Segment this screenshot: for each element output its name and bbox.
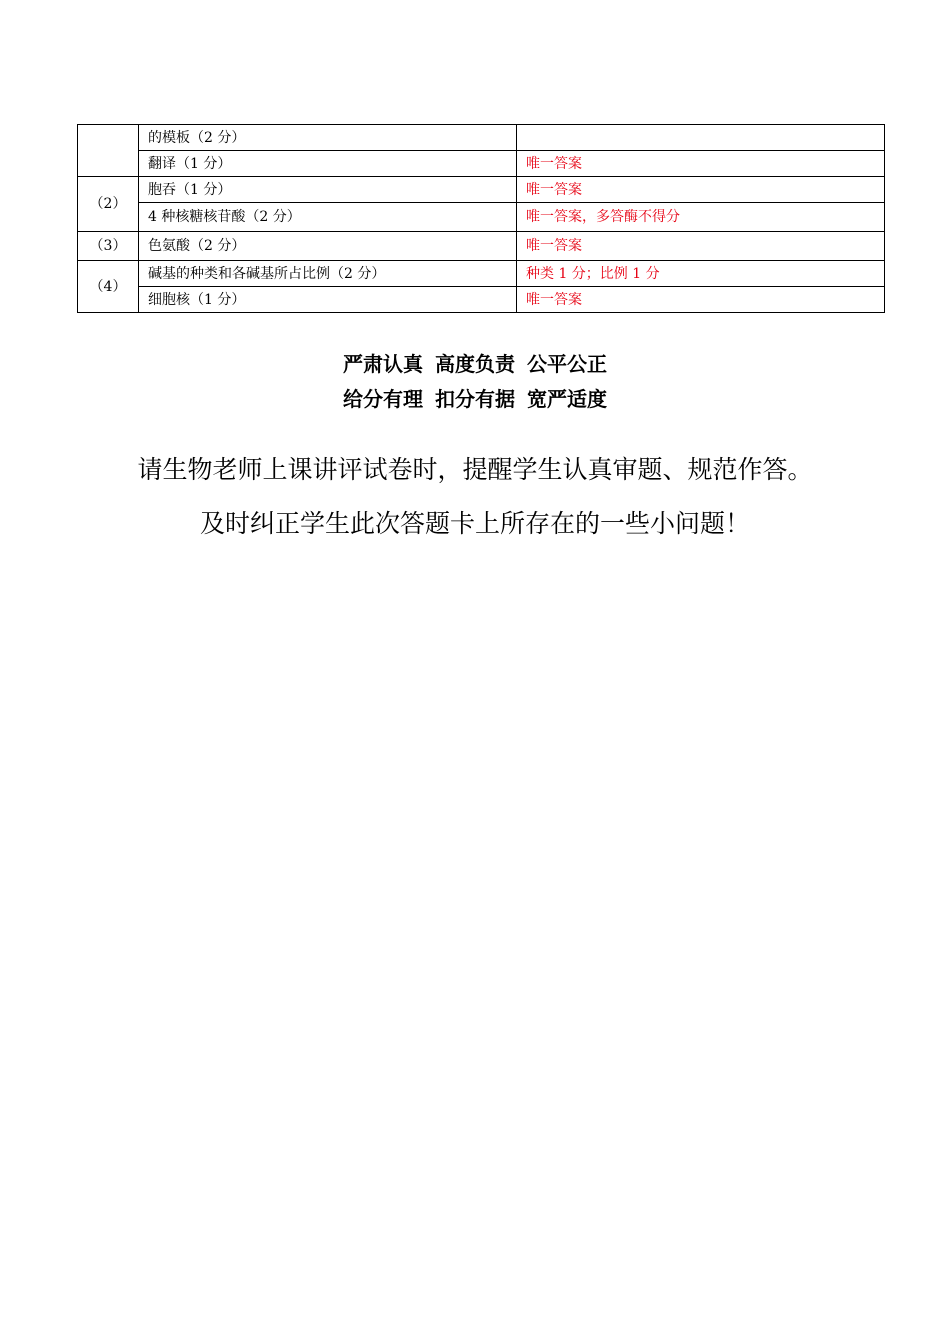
question-cell: （4） (78, 261, 139, 313)
motto-line-2 (0, 385, 950, 413)
table-row (78, 287, 885, 313)
motto-phrase: 宽严适度 (527, 387, 607, 411)
table-row (78, 177, 885, 203)
motto-phrase: 公平公正 (527, 352, 607, 376)
table-row (78, 261, 885, 287)
answer-cell: 的模板（2 分） (139, 125, 517, 151)
answer-cell: 翻译（1 分） (139, 151, 517, 177)
note-cell: 种类 1 分；比例 1 分 (517, 261, 885, 287)
motto-phrase: 给分有理 (343, 387, 423, 411)
note-cell: 唯一答案，多答酶不得分 (517, 203, 885, 232)
answer-cell: 碱基的种类和各碱基所占比例（2 分） (139, 261, 517, 287)
table-row (78, 203, 885, 232)
motto-phrase: 严肃认真 (343, 352, 423, 376)
question-cell: （2） (78, 177, 139, 232)
note-cell: 唯一答案 (517, 151, 885, 177)
table-row (78, 125, 885, 151)
scoring-table (77, 124, 885, 313)
reminder-line-2: 及时纠正学生此次答题卡上所存在的一些小问题！ (199, 509, 750, 538)
table-row (78, 232, 885, 261)
note-cell: 唯一答案 (517, 232, 885, 261)
motto-phrase: 高度负责 (435, 352, 515, 376)
table-row (78, 151, 885, 177)
answer-cell: 细胞核（1 分） (139, 287, 517, 313)
answer-cell: 色氨酸（2 分） (139, 232, 517, 261)
motto-line-1 (0, 350, 950, 378)
note-cell: 唯一答案 (517, 287, 885, 313)
reminder-line-1: 请生物老师上课讲评试卷时，提醒学生认真审题、规范作答。 (137, 455, 813, 484)
question-cell: （3） (78, 232, 139, 261)
note-cell: 唯一答案 (517, 177, 885, 203)
question-cell (78, 125, 139, 177)
motto-phrase: 扣分有据 (435, 387, 515, 411)
answer-cell: 胞吞（1 分） (139, 177, 517, 203)
note-cell (517, 125, 885, 151)
answer-cell: 4 种核糖核苷酸（2 分） (139, 203, 517, 232)
